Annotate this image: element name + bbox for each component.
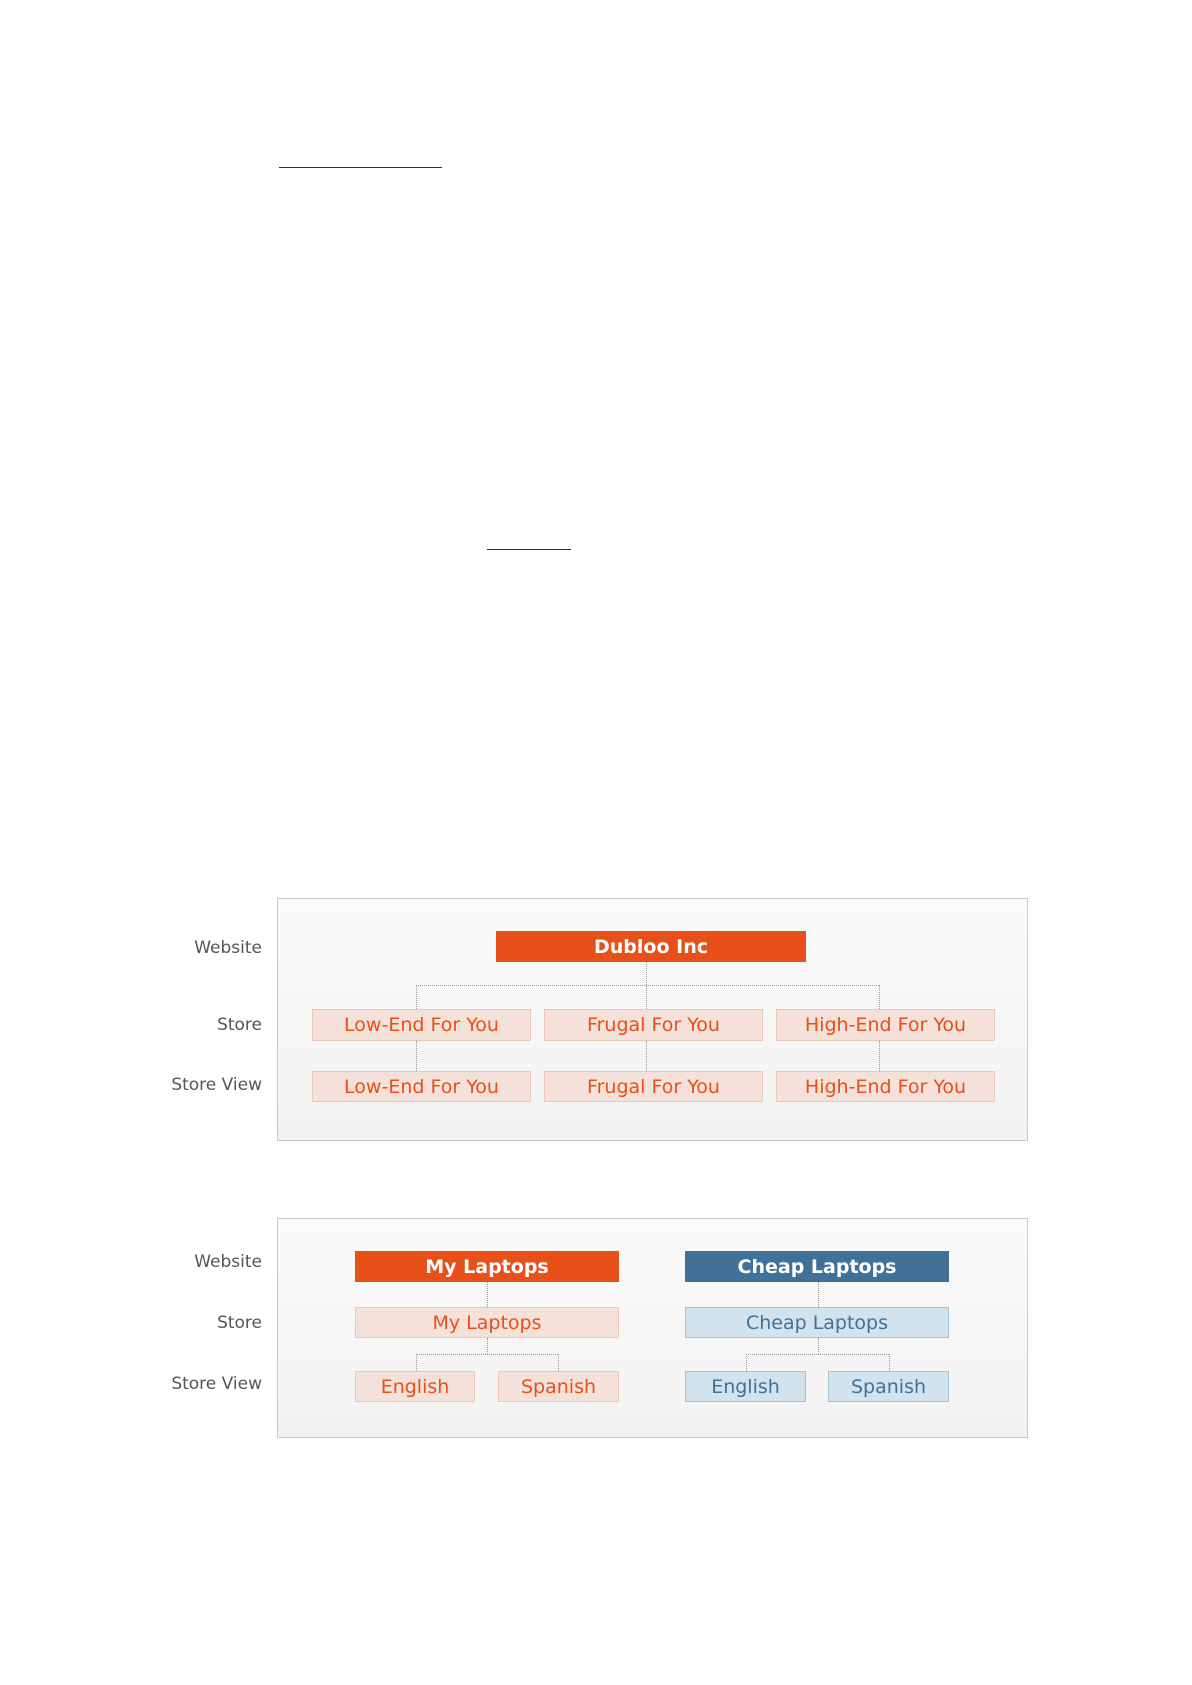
store-node: Frugal For You: [544, 1009, 763, 1041]
connector-line: [416, 1354, 558, 1355]
store-node: Low-End For You: [312, 1009, 531, 1041]
level-label-website: Website: [194, 1252, 262, 1272]
connector-line: [487, 1338, 488, 1354]
website-node: Cheap Laptops: [685, 1251, 949, 1282]
connector-line: [818, 1338, 819, 1354]
level-label-store-view: Store View: [171, 1075, 262, 1095]
connector-line: [879, 985, 880, 1009]
connector-line: [646, 962, 647, 985]
connector-line: [889, 1354, 890, 1371]
store-view-node: High-End For You: [776, 1071, 995, 1102]
connector-line: [487, 1282, 488, 1307]
store-view-node: English: [685, 1371, 806, 1402]
connector-line: [416, 1354, 417, 1371]
connector-line: [646, 985, 647, 1009]
store-view-node: Low-End For You: [312, 1071, 531, 1102]
connector-line: [416, 985, 417, 1009]
link-underline-2[interactable]: [487, 549, 571, 550]
connector-line: [818, 1282, 819, 1307]
connector-line: [879, 1041, 880, 1071]
connector-line: [558, 1354, 559, 1371]
connector-line: [746, 1354, 747, 1371]
store-node: Cheap Laptops: [685, 1307, 949, 1338]
store-view-node: Spanish: [498, 1371, 619, 1402]
store-view-node: English: [355, 1371, 475, 1402]
level-label-store-view: Store View: [171, 1374, 262, 1394]
store-node: My Laptops: [355, 1307, 619, 1338]
level-label-website: Website: [194, 938, 262, 958]
store-view-node: Frugal For You: [544, 1071, 763, 1102]
connector-line: [416, 985, 879, 986]
connector-line: [646, 1041, 647, 1071]
store-node: High-End For You: [776, 1009, 995, 1041]
level-label-store: Store: [217, 1015, 262, 1035]
website-node: My Laptops: [355, 1251, 619, 1282]
connector-line: [416, 1041, 417, 1071]
store-view-node: Spanish: [828, 1371, 949, 1402]
level-label-store: Store: [217, 1313, 262, 1333]
link-underline-1[interactable]: [279, 167, 442, 168]
website-node: Dubloo Inc: [496, 931, 806, 962]
connector-line: [746, 1354, 889, 1355]
